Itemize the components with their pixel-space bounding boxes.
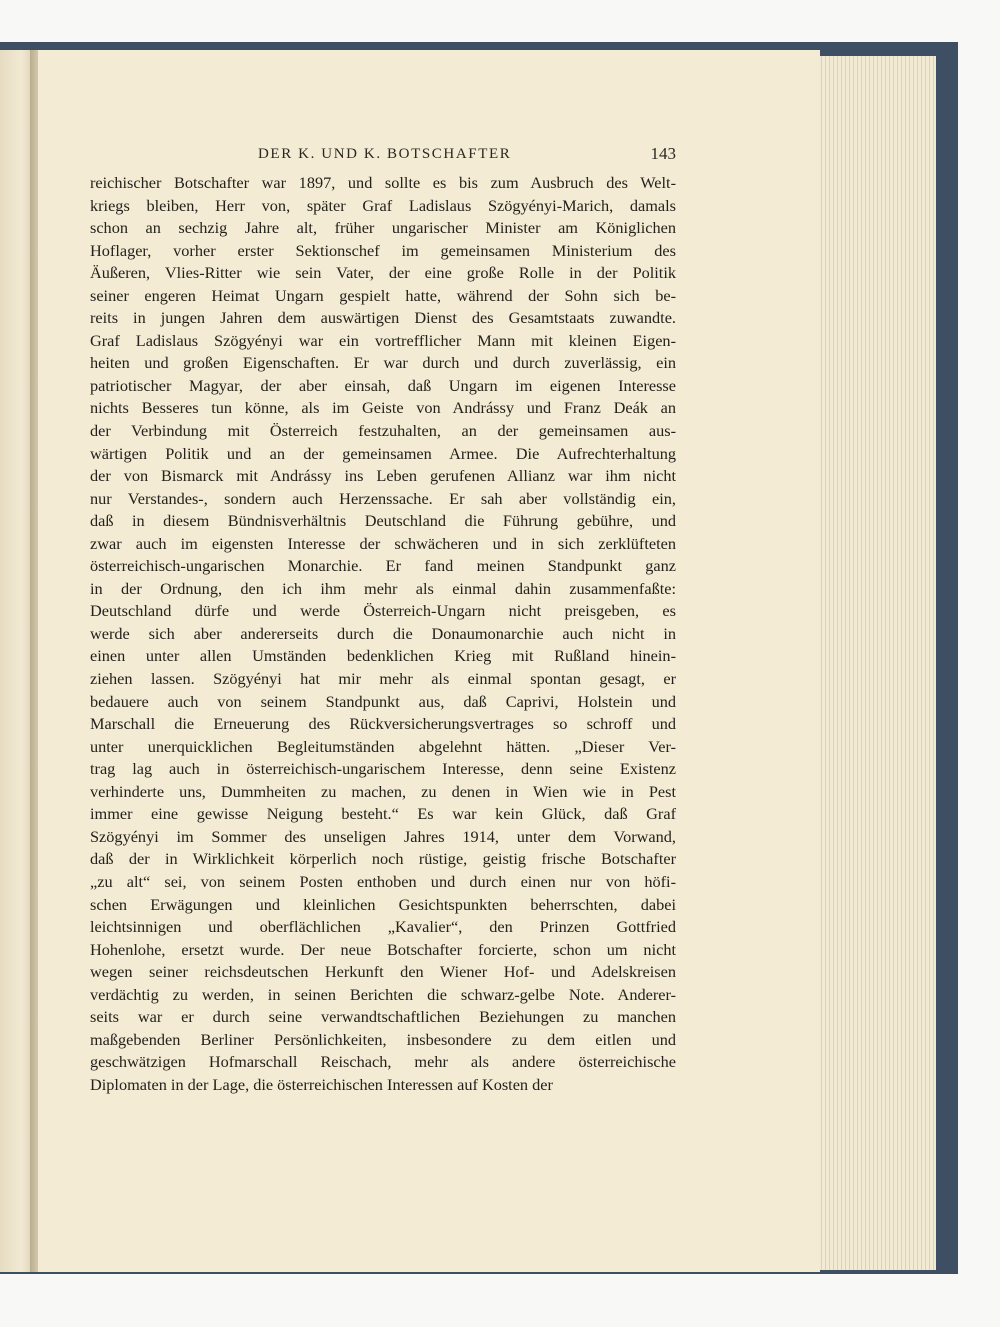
text-line: österreichisch-ungarischen Monarchie. Er fand meinen Standpunkt ganz [90,556,676,576]
text-line: Szögyényi im Sommer des unseligen Jahres 1914, unter dem Vorwand, [90,826,676,846]
running-head-title: DER K. UND K. BOTSCHAFTER [258,146,512,162]
text-line: werde sich aber andererseits durch die Donaumonarchie auch nicht in [90,623,676,643]
text-line: reichischer Botschafter war 1897, und sollte es bis zum Ausbruch des Welt- [90,173,676,192]
text-line: verdächtig zu werden, in seinen Berichten die schwarz-gelbe Note. Anderer- [90,984,676,1004]
text-line: maßgebenden Berliner Persönlichkeiten, insbesondere zu dem eitlen und [90,1029,676,1049]
text-line: wärtigen Politik und an der gemeinsamen Armee. Die Aufrechterhaltung [90,443,676,463]
text-line: Deutschland dürfe und werde Österreich-Ungarn nicht preisgeben, es [90,601,676,621]
text-line: trag lag auch in österreichisch-ungarischem Interesse, denn seine Existenz [90,759,676,779]
page-number: 143 [650,144,676,163]
text-line: Diplomaten in der Lage, die österreichischen Interessen auf Kosten der [90,1074,553,1094]
text-line: zwar auch im eigensten Interesse der schwächeren und in sich zerklüfteten [90,533,676,553]
text-line: nur Verstandes-, sondern auch Herzenssache. Er sah aber vollständig ein, [90,488,676,508]
text-line: der von Bismarck mit Andrássy ins Leben gerufenen Allianz war ihm nicht [90,466,676,486]
text-line: Äußeren, Vlies-Ritter wie sein Vater, der eine große Rolle in der Politik [90,263,676,283]
text-line: immer eine gewisse Neigung besteht.“ Es war kein Glück, daß Graf [90,804,676,824]
text-line: Hohenlohe, ersetzt wurde. Der neue Botschafter forcierte, schon um nicht [90,939,676,959]
text-line: heiten und großen Eigenschaften. Er war durch und durch zuverlässig, ein [90,353,676,373]
text-line: leichtsinnigen und oberflächlichen „Kavalier“, den Prinzen Gottfried [90,917,676,937]
text-line: seits war er durch seine verwandtschaftlichen Beziehungen zu manchen [90,1007,676,1027]
text-line: daß der in Wirklichkeit körperlich noch rüstige, geistig frische Botschafter [90,849,676,869]
text-line: in der Ordnung, den ich ihm mehr als einmal dahin zusammenfaßte: [90,578,676,598]
text-line: Hoflager, vorher erster Sektionschef im gemeinsamen Ministerium des [90,240,676,260]
text-line: nichts Besseres tun könne, als im Geiste von Andrássy und Franz Deák an [90,398,676,418]
text-line: seiner engeren Heimat Ungarn gespielt hatte, während der Sohn sich be- [90,285,676,305]
text-line: einen unter allen Umständen bedenklichen Krieg mit Rußland hinein- [90,646,676,666]
text-line: Graf Ladislaus Szögyényi war ein vortrefflicher Mann mit kleinen Eigen- [90,330,676,350]
text-line: verhinderte uns, Dummheiten zu machen, zu denen in Wien wie in Pest [90,781,676,801]
body-text [90,172,676,1096]
text-line: schen Erwägungen und kleinlichen Gesichtspunkten beherrschten, dabei [90,894,676,914]
text-line: patriotischer Magyar, der aber einsah, daß Ungarn im eigenen Interesse [90,375,676,395]
text-line: daß in diesem Bündnisverhältnis Deutschland die Führung gebühre, und [90,511,676,531]
text-line: geschwätzigen Hofmarschall Reischach, mehr als andere österreichische [90,1052,676,1072]
text-line: „zu alt“ sei, von seinem Posten enthoben und durch einen nur von höfi- [90,871,676,891]
text-line: schon an sechzig Jahre alt, früher ungarischer Minister am Königlichen [90,218,676,238]
text-line: ziehen lassen. Szögyényi hat mir mehr als einmal spontan gesagt, er [90,669,676,689]
text-line: unter unerquicklichen Begleitumständen abgelehnt hätten. „Dieser Ver- [90,736,676,756]
text-line: wegen seiner reichsdeutschen Herkunft den Wiener Hof- und Adelskreisen [90,962,676,982]
text-line: bedauere auch von seinem Standpunkt aus, daß Caprivi, Holstein und [90,691,676,711]
running-head [90,144,676,168]
page-edges [818,56,936,1270]
text-line: kriegs bleiben, Herr von, später Graf Ladislaus Szögyényi-Marich, damals [90,195,676,215]
text-line: reits in jungen Jahren dem auswärtigen Dienst des Gesamtstaats zuwandte. [90,308,676,328]
text-line: der Verbindung mit Österreich festzuhalten, an der gemeinsamen aus- [90,421,676,441]
text-line: Marschall die Erneuerung des Rückversicherungsvertrages so schroff und [90,714,676,734]
